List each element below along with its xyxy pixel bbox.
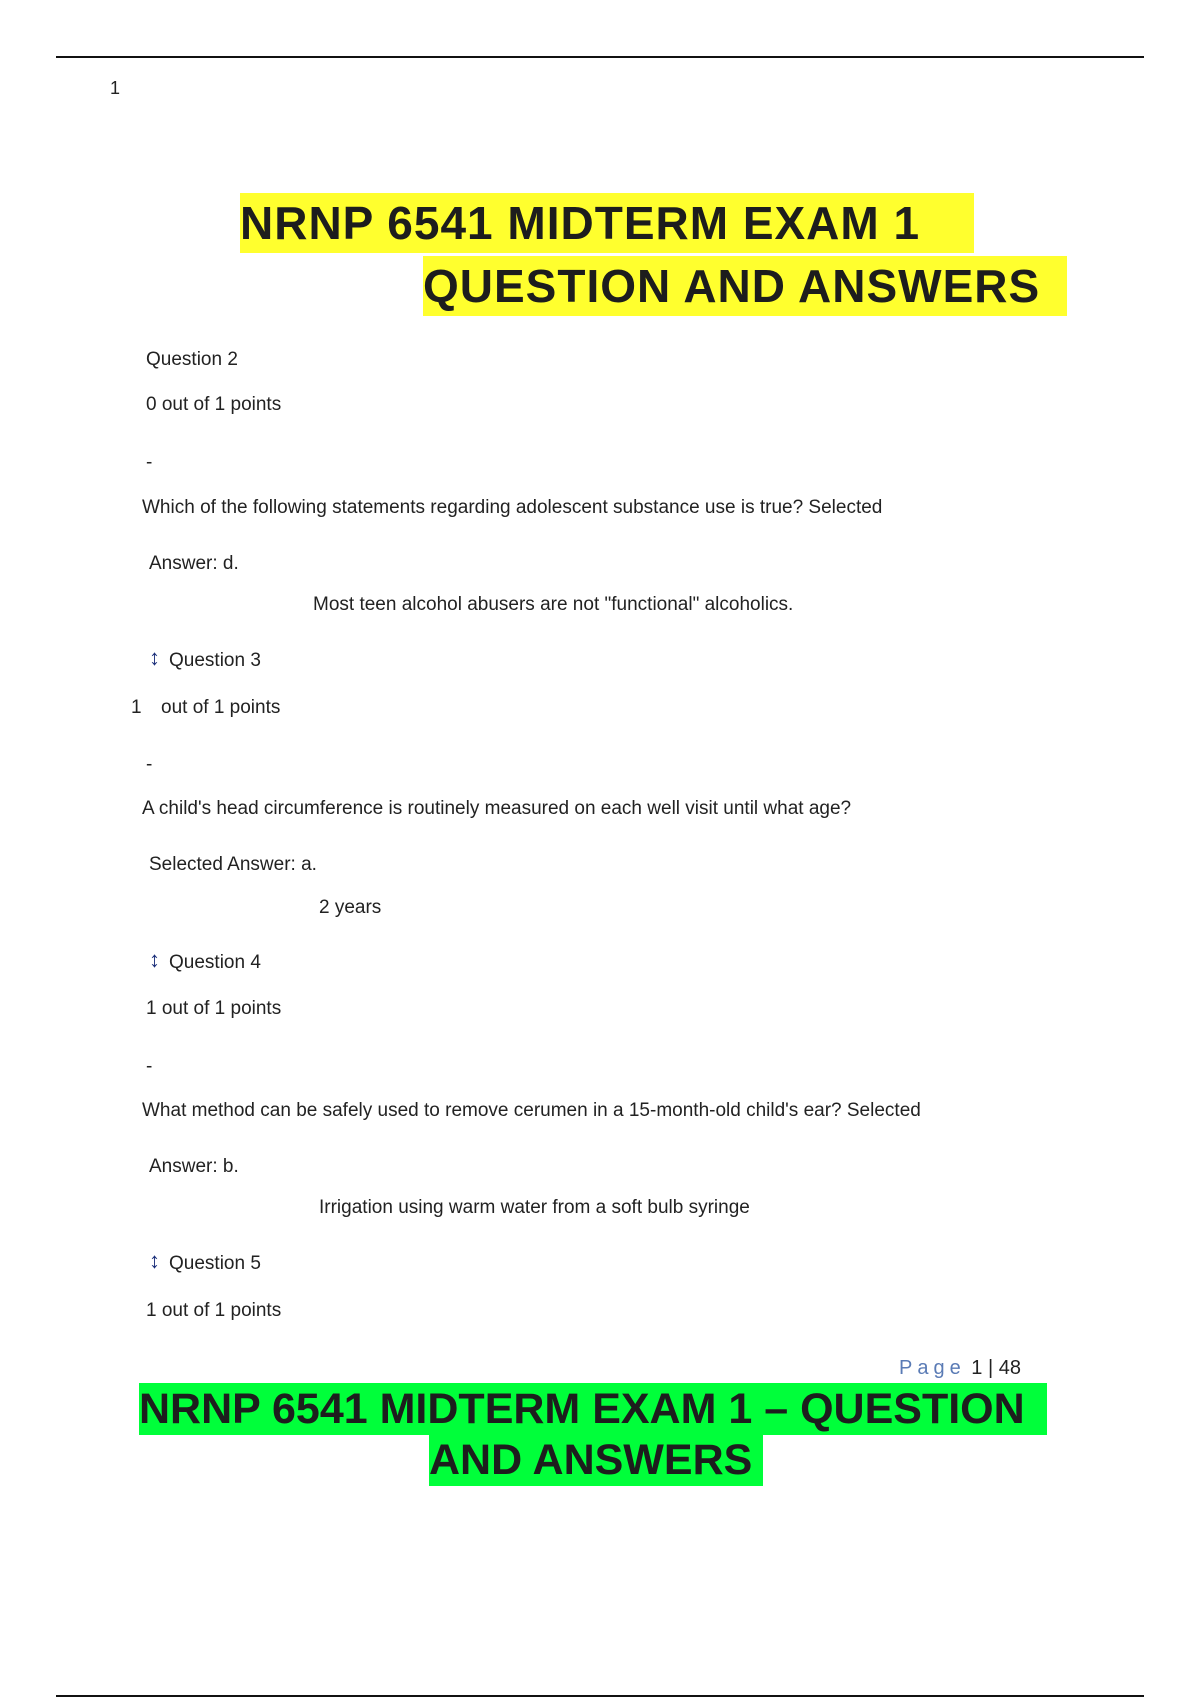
question-2-prompt: Which of the following statements regarding adolescent substance use is true? Selected	[142, 497, 883, 518]
question-4-score: 1 out of 1 points	[146, 998, 282, 1019]
question-2-heading: Question 2	[146, 349, 238, 370]
question-3-dash: -	[146, 754, 153, 775]
question-4-dash: -	[146, 1056, 153, 1077]
up-down-arrow-icon: ↕	[149, 645, 160, 670]
question-3-heading: Question 3	[169, 650, 261, 671]
page-number-top: 1	[110, 78, 121, 98]
question-2-answer-text: Most teen alcohol abusers are not "functional" alcoholics.	[313, 594, 794, 615]
page-footer	[899, 1357, 1021, 1380]
question-3-score: out of 1 points	[161, 697, 281, 718]
question-3-answer-text: 2 years	[319, 897, 382, 918]
question-2-dash: -	[146, 452, 153, 473]
footer-title-line-1: NRNP 6541 MIDTERM EXAM 1 – QUESTION	[139, 1383, 1047, 1435]
page-footer-count: 1 | 48	[971, 1357, 1021, 1379]
up-down-arrow-icon: ↕	[149, 947, 160, 972]
top-rule	[56, 56, 1144, 58]
question-3-answer-label: Selected Answer: a.	[149, 854, 317, 875]
question-4-answer-label: Answer: b.	[149, 1156, 239, 1177]
question-3-score-number: 1	[131, 697, 142, 718]
footer-title-line-2: AND ANSWERS	[429, 1434, 763, 1486]
question-5-heading: Question 5	[169, 1253, 261, 1274]
title-line-2: QUESTION AND ANSWERS	[423, 256, 1067, 316]
question-4-prompt: What method can be safely used to remove cerumen in a 15-month-old child's ear? Selected	[142, 1100, 921, 1121]
question-2-score: 0 out of 1 points	[146, 394, 282, 415]
page-footer-word: Page	[899, 1357, 966, 1379]
title-line-1: NRNP 6541 MIDTERM EXAM 1	[240, 193, 974, 253]
question-4-heading: Question 4	[169, 952, 261, 973]
question-2-answer-label: Answer: d.	[149, 553, 239, 574]
question-4-answer-text: Irrigation using warm water from a soft bulb syringe	[319, 1197, 750, 1218]
question-3-prompt: A child's head circumference is routinely measured on each well visit until what age?	[142, 798, 852, 819]
question-5-score: 1 out of 1 points	[146, 1300, 282, 1321]
bottom-rule	[56, 1695, 1144, 1697]
up-down-arrow-icon: ↕	[149, 1248, 160, 1273]
